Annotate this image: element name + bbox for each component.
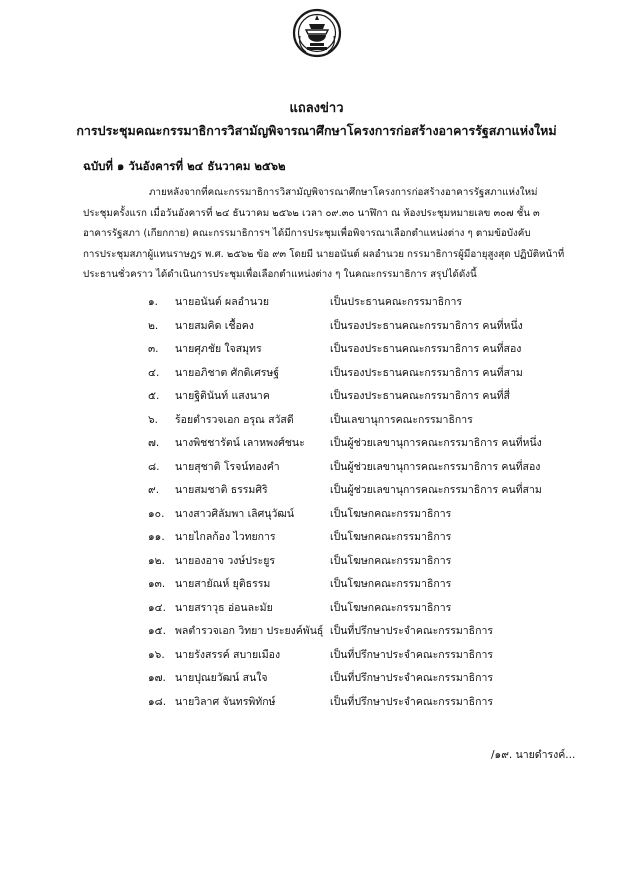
member-name: นายศุภชัย ใจสมุทร (175, 343, 262, 355)
member-number: ๑๑. (148, 531, 165, 543)
list-item (148, 622, 568, 646)
list-item (148, 669, 568, 693)
list-item (148, 693, 568, 717)
body-paragraph (83, 183, 565, 286)
member-name: นายรังสรรค์ สบายเมือง (175, 648, 281, 661)
member-name: นายสุชาติ โรจน์ทองคำ (175, 460, 280, 473)
member-number: ๕. (148, 390, 160, 402)
member-position: เป็นรองประธานคณะกรรมาธิการ คนที่สี่ (330, 390, 510, 402)
list-item (148, 481, 568, 505)
member-number: ๑๐. (148, 507, 165, 520)
member-number: ๒. (148, 319, 159, 332)
member-list (148, 293, 568, 716)
paragraph-line: ประชุมครั้งแรก เมื่อวันอังคารที่ ๒๔ ธันวาคม ๒๕๖๒ เวลา ๐๙.๓๐ นาฬิกา ณ ห้องประชุมหมายเลข ๓๐๗ ชั้น ๓ (83, 207, 540, 219)
member-number: ๗. (148, 437, 160, 449)
member-position: เป็นผู้ช่วยเลขานุการคณะกรรมาธิการ คนที่สาม (330, 484, 542, 496)
list-item (148, 340, 568, 364)
member-position: เป็นโฆษกคณะกรรมาธิการ (330, 554, 452, 567)
member-position: เป็นผู้ช่วยเลขานุการคณะกรรมาธิการ คนที่สอง (330, 460, 541, 473)
parliament-emblem-icon (292, 6, 342, 60)
paragraph-line: อาคารรัฐสภา (เกียกกาย) คณะกรรมาธิการฯ ได้มีการประชุมเพื่อพิจารณาเลือกตำแหน่งต่าง ๆ ตามข้อบังคับ (83, 228, 531, 240)
member-number: ๑๖. (148, 648, 165, 661)
member-name: นายฐิตินันท์ แสงนาค (175, 390, 270, 402)
member-position: เป็นรองประธานคณะกรรมาธิการ คนที่สาม (330, 366, 523, 379)
member-name: นายสมคิด เชื้อคง (175, 319, 254, 332)
member-number: ๑๕. (148, 625, 166, 637)
list-item (148, 528, 568, 552)
member-position: เป็นโฆษกคณะกรรมาธิการ (330, 531, 452, 543)
meeting-subtitle: การประชุมคณะกรรมาธิการวิสามัญพิจารณาศึกษาโครงการก่อสร้างอาคารรัฐสภาแห่งใหม่ (76, 123, 557, 138)
paragraph-line: ประธานชั่วคราว ได้ดำเนินการประชุมเพื่อเลือกตำแหน่งต่าง ๆ ในคณะกรรมาธิการ สรุปได้ดังนี้ (83, 269, 477, 281)
continuation-note: /๑๙. นายดำรงค์... (491, 749, 576, 761)
member-number: ๓. (148, 343, 159, 355)
member-name: นายสายัณห์ ยุติธรรม (175, 578, 271, 590)
member-name: ร้อยตำรวจเอก อรุณ สวัสดี (175, 413, 294, 426)
member-number: ๑. (148, 296, 159, 308)
paragraph-line: ภายหลังจากที่คณะกรรมาธิการวิสามัญพิจารณาศึกษาโครงการก่อสร้างอาคารรัฐสภาแห่งใหม่ (149, 187, 538, 198)
member-position: เป็นผู้ช่วยเลขานุการคณะกรรมาธิการ คนที่หนึ่ง (330, 437, 542, 449)
member-position: เป็นที่ปรึกษาประจำคณะกรรมาธิการ (330, 625, 493, 637)
member-name: นายวิลาศ จันทรพิทักษ์ (175, 695, 276, 708)
member-number: ๑๒. (148, 554, 165, 567)
member-position: เป็นรองประธานคณะกรรมาธิการ คนที่สอง (330, 343, 522, 355)
member-number: ๑๘. (148, 695, 167, 708)
member-position: เป็นโฆษกคณะกรรมาธิการ (330, 601, 452, 614)
member-name: นายสมชาติ ธรรมศิริ (175, 484, 268, 496)
list-item (148, 505, 568, 529)
member-name: นายสราวุธ อ่อนละมัย (175, 601, 273, 614)
list-item (148, 293, 568, 317)
member-position: เป็นรองประธานคณะกรรมาธิการ คนที่หนึ่ง (330, 319, 523, 332)
member-number: ๑๔. (148, 601, 166, 614)
list-item (148, 575, 568, 599)
member-name: นางพิชชารัตน์ เลาหพงศ์ชนะ (175, 437, 305, 449)
list-item (148, 646, 568, 670)
member-position: เป็นโฆษกคณะกรรมาธิการ (330, 578, 452, 590)
member-position: เป็นประธานคณะกรรมาธิการ (330, 296, 463, 308)
member-position: เป็นที่ปรึกษาประจำคณะกรรมาธิการ (330, 695, 493, 708)
member-number: ๙. (148, 484, 160, 496)
member-position: เป็นที่ปรึกษาประจำคณะกรรมาธิการ (330, 648, 493, 661)
member-position: เป็นโฆษกคณะกรรมาธิการ (330, 507, 452, 520)
paragraph-line: การประชุมสภาผู้แทนราษฎร พ.ศ. ๒๕๖๒ ข้อ ๙๓ โดยมี นายอนันต์ ผลอำนวย กรรมาธิการผู้มีอายุสูงสุด ปฏิบัติหน้าที่ (83, 248, 565, 260)
member-number: ๘. (148, 460, 160, 473)
list-item (148, 552, 568, 576)
member-number: ๑๓. (148, 578, 166, 590)
list-item (148, 434, 568, 458)
member-number: ๖. (148, 413, 159, 426)
member-name: นางสาวศิลัมพา เลิศนุวัฒน์ (175, 507, 295, 520)
member-name: นายปุณยวัฒน์ สนใจ (175, 672, 268, 684)
list-item (148, 364, 568, 388)
list-item (148, 458, 568, 482)
member-position: เป็นเลขานุการคณะกรรมาธิการ (330, 413, 473, 426)
member-name: นายไกลก้อง ไวทยการ (175, 531, 276, 543)
member-name: พลตำรวจเอก วิทยา ประยงค์พันธุ์ (175, 625, 324, 637)
member-name: นายองอาจ วงษ์ประยูร (175, 554, 276, 567)
member-name: นายอนันต์ ผลอำนวย (175, 296, 270, 308)
list-item (148, 317, 568, 341)
member-name: นายอภิชาต ศักดิเศรษฐ์ (175, 366, 280, 379)
member-position: เป็นที่ปรึกษาประจำคณะกรรมาธิการ (330, 672, 493, 684)
issue-date-line: ฉบับที่ ๑ วันอังคารที่ ๒๔ ธันวาคม ๒๕๖๒ (83, 159, 286, 173)
list-item (148, 411, 568, 435)
member-number: ๑๗. (148, 672, 166, 684)
member-number: ๔. (148, 366, 160, 379)
list-item (148, 387, 568, 411)
press-release-title: แถลงข่าว (289, 101, 344, 116)
list-item (148, 599, 568, 623)
